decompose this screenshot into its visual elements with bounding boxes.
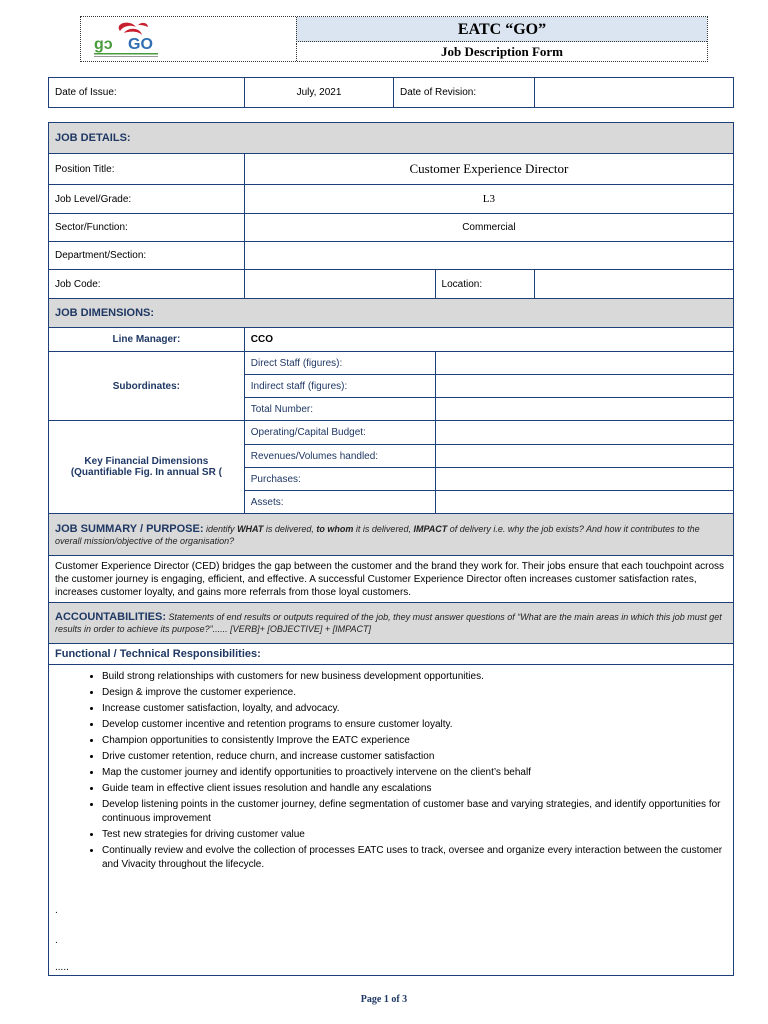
job-dimensions-heading: JOB DIMENSIONS: bbox=[49, 299, 734, 328]
page-number: Page 1 of 3 bbox=[360, 994, 408, 1005]
summary-instr-2: is delivered, bbox=[263, 523, 317, 534]
summary-instr-4: of delivery i.e. why the job exists? And how it contributes to the overall mission/objective of the organisation? bbox=[55, 523, 700, 546]
issue-table bbox=[48, 77, 734, 108]
position-title-label: Position Title: bbox=[49, 154, 245, 185]
job-level-value[interactable]: L3 bbox=[244, 185, 733, 214]
department-label: Department/Section: bbox=[49, 242, 245, 270]
job-level-label: Job Level/Grade: bbox=[49, 185, 245, 214]
subordinates-label: Subordinates: bbox=[49, 352, 245, 421]
summary-instr-3: it is delivered, bbox=[353, 523, 414, 534]
placeholder-dot-1: . bbox=[55, 905, 58, 916]
form-title: EATC “GO” bbox=[296, 17, 707, 42]
total-number-value[interactable] bbox=[435, 398, 733, 421]
date-of-revision-label: Date of Revision: bbox=[394, 78, 535, 108]
logo-graphic bbox=[82, 17, 294, 61]
assets-value[interactable] bbox=[435, 491, 733, 514]
responsibility-item: • Champion opportunities to consistently Improve the EATC experience bbox=[102, 733, 727, 748]
job-code-value[interactable] bbox=[244, 270, 435, 299]
total-number-label: Total Number: bbox=[244, 398, 435, 421]
indirect-staff-value[interactable] bbox=[435, 375, 733, 398]
line-manager-value[interactable]: CCO bbox=[244, 328, 733, 352]
responsibility-item: • Develop customer incentive and retention programs to ensure customer loyalty. bbox=[102, 717, 727, 732]
job-details-heading: JOB DETAILS: bbox=[49, 123, 734, 154]
job-code-label: Job Code: bbox=[49, 270, 245, 299]
job-summary-heading: JOB SUMMARY / PURPOSE: bbox=[55, 522, 204, 535]
accountabilities-heading: ACCOUNTABILITIES: bbox=[55, 611, 167, 623]
form-subtitle: Job Description Form bbox=[296, 43, 707, 61]
direct-staff-label: Direct Staff (figures): bbox=[244, 352, 435, 375]
date-of-issue-label: Date of Issue: bbox=[49, 78, 245, 108]
date-of-revision-value[interactable] bbox=[535, 78, 734, 108]
logo-text: GO bbox=[128, 36, 153, 53]
purchases-value[interactable] bbox=[435, 468, 733, 491]
revenues-value[interactable] bbox=[435, 445, 733, 468]
sector-value[interactable]: Commercial bbox=[244, 214, 733, 242]
line-manager-label: Line Manager: bbox=[49, 328, 245, 352]
assets-label: Assets: bbox=[244, 491, 435, 514]
responsibility-item: • Develop listening points in the customer journey, define segmentation of customer base and varying strategies, and identify opportunities for continuous improvement bbox=[102, 797, 727, 826]
responsibility-item: • Guide team in effective client issues resolution and handle any escalations bbox=[102, 781, 727, 796]
summary-instr-1: identify bbox=[203, 523, 238, 534]
date-of-issue-value[interactable]: July, 2021 bbox=[245, 78, 394, 108]
job-summary-heading-row bbox=[49, 514, 734, 556]
department-value[interactable] bbox=[244, 242, 733, 270]
financial-label-line1: Key Financial Dimensions bbox=[84, 456, 209, 467]
placeholder-dot-2: . bbox=[55, 935, 58, 946]
revenues-label: Revenues/Volumes handled: bbox=[244, 445, 435, 468]
summary-instr-what: WHAT bbox=[237, 523, 264, 534]
responsibility-item: • Map the customer journey and identify opportunities to proactively intervene on the client’s behalf bbox=[102, 765, 727, 780]
job-description-table bbox=[48, 122, 734, 976]
company-logo bbox=[82, 17, 294, 61]
financial-label-line2: (Quantifiable Fig. In annual SR ( bbox=[70, 467, 222, 478]
responsibility-item: • Drive customer retention, reduce churn, and increase customer satisfaction bbox=[102, 749, 727, 764]
sector-label: Sector/Function: bbox=[49, 214, 245, 242]
responsibilities-heading: Functional / Technical Responsibilities: bbox=[49, 644, 734, 665]
operating-budget-value[interactable] bbox=[435, 421, 733, 445]
responsibility-item: • Increase customer satisfaction, loyalty, and advocacy. bbox=[102, 701, 727, 716]
accountabilities-heading-row bbox=[49, 603, 734, 644]
operating-budget-label: Operating/Capital Budget: bbox=[244, 421, 435, 445]
responsibility-item: • Test new strategies for driving customer value bbox=[102, 827, 727, 842]
summary-instr-impact: IMPACT bbox=[413, 523, 448, 534]
responsibilities-list bbox=[55, 669, 727, 872]
location-value[interactable] bbox=[535, 270, 734, 299]
indirect-staff-label: Indirect staff (figures): bbox=[244, 375, 435, 398]
responsibility-item: • Continually review and evolve the collection of processes EATC uses to track, oversee and organize every interaction between the customer and Vivacity throughout the lifecycle. bbox=[102, 843, 727, 872]
responsibilities-cell[interactable] bbox=[49, 665, 734, 976]
position-title-value[interactable]: Customer Experience Director bbox=[244, 154, 733, 185]
summary-instr-whom: to whom bbox=[316, 523, 354, 534]
financial-dimensions-label bbox=[49, 421, 245, 514]
direct-staff-value[interactable] bbox=[435, 352, 733, 375]
accountabilities-instruction: Statements of end results or outputs required of the job, they must answer questions of “What are the main areas in which this job must get results in order to achieve its purpose?”...... [VERB]+ [OBJECTIVE] + [IMPACT] bbox=[55, 612, 722, 634]
purchases-label: Purchases: bbox=[244, 468, 435, 491]
responsibility-item: • Build strong relationships with customers for new business development opportunities. bbox=[102, 669, 727, 684]
job-summary-text[interactable]: Customer Experience Director (CED) bridges the gap between the customer and the brand they work for. Their jobs ensure that each touchpoint across the customer journey is engaging, efficient, and effective. A successful Customer Experience Director often increases customer satisfaction rates, increases customer loyalty, and gains more referrals from those loyal customers. bbox=[49, 556, 734, 603]
responsibility-item: • Design & improve the customer experience. bbox=[102, 685, 727, 700]
placeholder-dots: ..... bbox=[55, 962, 69, 973]
svg-text:ɡɔ: ɡɔ bbox=[94, 36, 113, 53]
location-label: Location: bbox=[435, 270, 535, 299]
